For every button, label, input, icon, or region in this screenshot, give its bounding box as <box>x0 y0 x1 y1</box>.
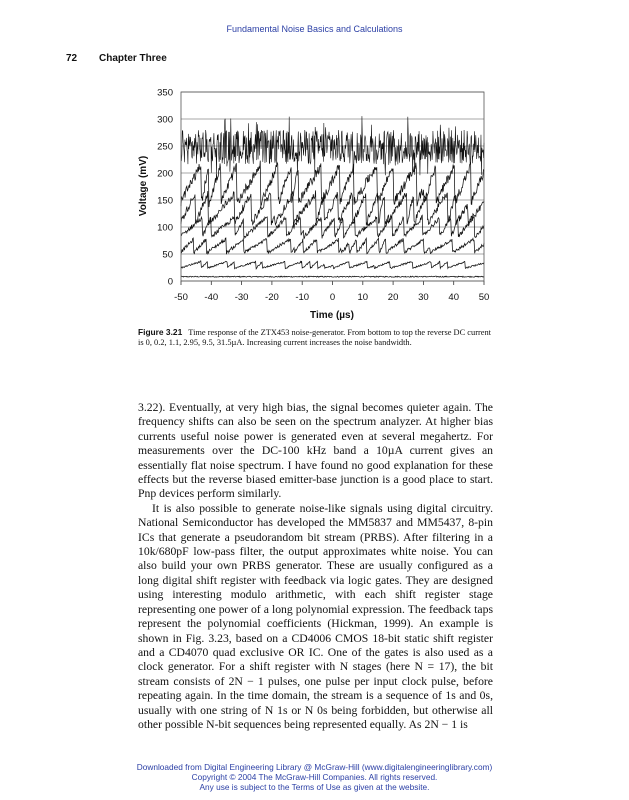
series-line <box>181 238 484 254</box>
y-tick-label: 350 <box>157 87 173 99</box>
x-tick-label: -30 <box>234 292 249 303</box>
body-text <box>138 401 493 732</box>
x-tick-label: 10 <box>357 292 369 303</box>
figure-caption-text: Time response of the ZTX453 noise-generator. From bottom to top the reverse DC current is 0, 0.2, 1.1, 2.95, 9.5, 31.5µA. Increasing current increases the noise bandwidth. <box>138 328 492 348</box>
y-tick-label: 50 <box>162 249 173 261</box>
page-number: 72 <box>66 53 78 64</box>
x-tick-label: -40 <box>204 292 219 303</box>
figure-caption <box>138 327 491 349</box>
y-tick-label: 250 <box>157 141 173 153</box>
y-tick-label: 300 <box>157 114 173 126</box>
x-tick-label: -20 <box>265 292 279 303</box>
x-tick-label: 20 <box>387 292 399 303</box>
series-line <box>181 261 484 269</box>
footer-copyright-line: Copyright © 2004 The McGraw-Hill Companies. All rights reserved. <box>191 772 438 782</box>
x-tick-label: -10 <box>295 292 310 303</box>
y-tick-label: 150 <box>157 195 173 207</box>
chapter-title: Chapter Three <box>99 53 167 64</box>
chart-series-group <box>181 116 484 277</box>
paragraph-2: It is also possible to generate noise-like signals using digital circuitry. National Semiconductor has developed the MM5837 and MM5437, 8-pin ICs that generate a pseudorandom bit stream (PRBS). After filtering in a 10k/680pF low-pass filter, the output approximates white noise. You can also build your own PRBS generator. These are usually configured as a long digital shift register with feedback via logic gates. They are designed using interesting modulo arithmetic, with each shift register stage representing one power of a long polynomial expression. The feedback taps represent the polynomial coefficients (Hickman, 1999). An example is shown in Fig. 3.23, based on a CD4006 CMOS 18-bit static shift register and a CD4070 quad exclusive OR IC. One of the gates is also used as a clock generator. For a shift register with N stages (here N = 17), the bit stream consists of 2N − 1 pulses, one pulse per input clock pulse, before repeating again. In the time domain, the stream is a sequence of 1s and 0s, usually with one string of N 1s or N 0s being forbidden, but otherwise all other possible N-bit sequences being represented equally. As 2N − 1 is <box>138 501 493 731</box>
y-tick-label: 200 <box>157 168 173 180</box>
running-head: Fundamental Noise Basics and Calculations <box>226 24 403 34</box>
y-axis-label: Voltage (mV) <box>138 155 149 217</box>
y-tick-label: 100 <box>157 222 173 234</box>
footer <box>0 762 629 792</box>
x-axis-label: Time (µs) <box>310 310 354 321</box>
x-tick-label: 40 <box>448 292 459 303</box>
paragraph-1: 3.22). Eventually, at very high bias, the signal becomes quieter again. The frequency shifts can also be seen on the spectrum analyzer. At higher bias currents useful noise power is generated even at several megahertz. For measurements over the DC-100 kHz band a 10µA current gives an essentially flat noise spectrum. I have found no good explanation for these effects but the reverse biased emitter-base junction is a good place to start. Pnp devices perform similarly. <box>138 401 493 501</box>
footer-terms-line: Any use is subject to the Terms of Use as given at the website. <box>199 782 430 792</box>
x-tick-label: 50 <box>478 292 490 303</box>
footer-download-line: Downloaded from Digital Engineering Library @ McGraw-Hill (www.digitalengineeringlibrary.com) <box>136 762 493 772</box>
figure-label: Figure 3.21 <box>138 327 183 337</box>
y-tick-label: 0 <box>167 276 173 288</box>
x-tick-label: -50 <box>174 292 188 303</box>
series-line <box>181 276 484 277</box>
series-line <box>181 116 484 175</box>
x-tick-label: 30 <box>418 292 429 303</box>
x-tick-label: 0 <box>329 292 336 303</box>
noise-time-response-chart <box>0 0 629 330</box>
